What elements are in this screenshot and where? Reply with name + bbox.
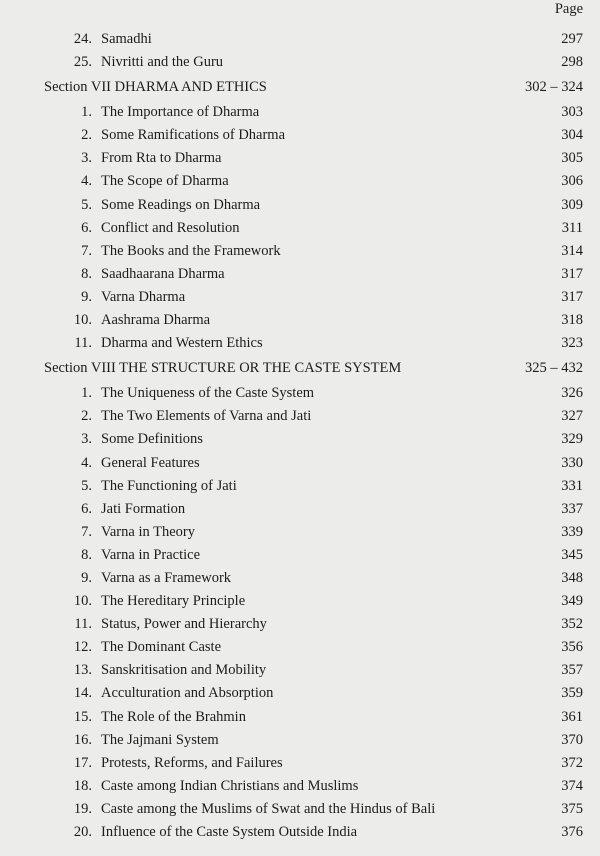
toc-entry xyxy=(0,28,600,51)
toc-entry xyxy=(0,752,600,775)
entry-page-number: 314 xyxy=(561,242,583,259)
entry-page-number: 304 xyxy=(561,127,583,144)
entry-page-number: 345 xyxy=(561,546,583,563)
entry-page-number: 311 xyxy=(561,219,583,236)
toc-entry xyxy=(0,659,600,682)
entry-title: Dharma and Western Ethics xyxy=(101,335,263,352)
toc-list xyxy=(0,28,600,844)
toc-entry xyxy=(0,775,600,798)
entry-page-number: 359 xyxy=(561,685,583,702)
toc-entry xyxy=(0,475,600,498)
entry-title: Conflict and Resolution xyxy=(101,219,240,236)
toc-entry xyxy=(0,194,600,217)
toc-entry xyxy=(0,544,600,567)
entry-page-number: 298 xyxy=(561,54,583,71)
entry-page-number: 337 xyxy=(561,500,583,517)
entry-number: 1. xyxy=(81,104,92,121)
toc-entry xyxy=(0,147,600,170)
entry-page-number: 329 xyxy=(561,431,583,448)
entry-page-number: 303 xyxy=(561,104,583,121)
entry-title: General Features xyxy=(101,454,200,471)
entry-title: Varna Dharma xyxy=(101,288,186,305)
entry-title: Samadhi xyxy=(101,31,152,47)
entry-number: 13. xyxy=(73,662,92,679)
section-title: Section VIII THE STRUCTURE OR THE CASTE SYSTEM xyxy=(44,360,402,377)
entry-page-number: 305 xyxy=(561,150,583,167)
entry-page-number: 376 xyxy=(561,824,583,840)
entry-number: 9. xyxy=(81,288,92,305)
entry-number: 6. xyxy=(81,219,92,236)
entry-title: The Hereditary Principle xyxy=(101,593,246,610)
toc-entry xyxy=(0,706,600,729)
entry-title: Aashrama Dharma xyxy=(101,312,211,329)
section-page-range: 325 – 432 xyxy=(525,360,583,377)
entry-title: Acculturation and Absorption xyxy=(101,685,274,702)
entry-page-number: 348 xyxy=(561,569,583,586)
toc-entry xyxy=(0,382,600,405)
toc-section-heading xyxy=(0,355,600,382)
toc-entry xyxy=(0,405,600,428)
entry-number: 11. xyxy=(74,335,92,352)
entry-number: 4. xyxy=(81,454,92,471)
toc-entry xyxy=(0,590,600,613)
entry-title: Jati Formation xyxy=(101,500,186,517)
toc-entry xyxy=(0,613,600,636)
entry-title: The Scope of Dharma xyxy=(101,173,229,190)
entry-page-number: 352 xyxy=(561,616,583,633)
toc-entry xyxy=(0,332,600,355)
entry-title: Nivritti and the Guru xyxy=(101,54,224,71)
entry-page-number: 327 xyxy=(561,408,583,425)
toc-entry xyxy=(0,521,600,544)
entry-title: Some Definitions xyxy=(101,431,203,448)
entry-number: 17. xyxy=(73,754,92,771)
entry-title: The Role of the Brahmin xyxy=(101,708,246,725)
entry-title: Some Ramifications of Dharma xyxy=(101,127,286,144)
toc-entry xyxy=(0,729,600,752)
entry-title: Some Readings on Dharma xyxy=(101,196,261,213)
entry-title: From Rta to Dharma xyxy=(101,150,222,167)
entry-number: 19. xyxy=(73,800,92,817)
entry-number: 1. xyxy=(81,385,92,402)
toc-entry xyxy=(0,101,600,124)
toc-entry xyxy=(0,821,600,844)
entry-title: Saadhaarana Dharma xyxy=(101,265,225,282)
entry-page-number: 318 xyxy=(561,312,583,329)
entry-page-number: 349 xyxy=(561,593,583,610)
entry-page-number: 372 xyxy=(561,754,583,771)
toc-entry xyxy=(0,567,600,590)
entry-number: 2. xyxy=(81,408,92,425)
entry-number: 20. xyxy=(73,824,92,840)
entry-number: 3. xyxy=(81,431,92,448)
entry-page-number: 375 xyxy=(561,800,583,817)
entry-number: 4. xyxy=(81,173,92,190)
entry-number: 10. xyxy=(73,593,92,610)
section-title: Section VII DHARMA AND ETHICS xyxy=(44,79,267,96)
entry-title: Caste among Indian Christians and Muslims xyxy=(101,777,359,794)
entry-title: Influence of the Caste System Outside India xyxy=(101,824,358,840)
toc-section-heading xyxy=(0,74,600,101)
entry-page-number: 297 xyxy=(561,31,583,47)
toc-entry xyxy=(0,498,600,521)
entry-number: 18. xyxy=(73,777,92,794)
entry-title: Varna in Practice xyxy=(101,546,201,563)
entry-number: 24. xyxy=(73,31,92,47)
toc-entry xyxy=(0,170,600,193)
toc-entry xyxy=(0,263,600,286)
toc-entry xyxy=(0,286,600,309)
entry-title: The Uniqueness of the Caste System xyxy=(101,385,315,402)
toc-entry xyxy=(0,682,600,705)
entry-title: Varna in Theory xyxy=(101,523,195,540)
entry-number: 10. xyxy=(73,312,92,329)
entry-number: 2. xyxy=(81,127,92,144)
entry-page-number: 331 xyxy=(561,477,583,494)
entry-page-number: 317 xyxy=(561,265,583,282)
entry-page-number: 361 xyxy=(561,708,583,725)
entry-title: Varna as a Framework xyxy=(101,569,232,586)
toc-entry xyxy=(0,217,600,240)
entry-number: 6. xyxy=(81,500,92,517)
entry-title: The Importance of Dharma xyxy=(101,104,260,121)
entry-number: 3. xyxy=(81,150,92,167)
entry-title: The Dominant Caste xyxy=(101,639,222,656)
entry-page-number: 357 xyxy=(561,662,583,679)
toc-entry xyxy=(0,452,600,475)
entry-number: 7. xyxy=(81,523,92,540)
entry-title: Status, Power and Hierarchy xyxy=(101,616,267,633)
entry-page-number: 330 xyxy=(561,454,583,471)
entry-title: The Two Elements of Varna and Jati xyxy=(101,408,312,425)
toc-entry xyxy=(0,124,600,147)
entry-page-number: 370 xyxy=(561,731,583,748)
entry-title: The Functioning of Jati xyxy=(101,477,237,494)
entry-number: 11. xyxy=(74,616,92,633)
entry-title: Caste among the Muslims of Swat and the Hindus of Bali xyxy=(101,800,436,817)
entry-number: 16. xyxy=(73,731,92,748)
toc-entry xyxy=(0,240,600,263)
entry-page-number: 306 xyxy=(561,173,583,190)
page-column-header: Page xyxy=(554,1,583,17)
toc-entry xyxy=(0,51,600,74)
entry-number: 14. xyxy=(73,685,92,702)
entry-page-number: 339 xyxy=(561,523,583,540)
toc-entry xyxy=(0,428,600,451)
entry-number: 12. xyxy=(73,639,92,656)
entry-number: 15. xyxy=(73,708,92,725)
entry-number: 9. xyxy=(81,569,92,586)
entry-page-number: 317 xyxy=(561,288,583,305)
toc-entry xyxy=(0,309,600,332)
entry-number: 25. xyxy=(73,54,92,71)
entry-page-number: 356 xyxy=(561,639,583,656)
entry-page-number: 323 xyxy=(561,335,583,352)
entry-number: 5. xyxy=(81,477,92,494)
entry-number: 8. xyxy=(81,546,92,563)
entry-number: 8. xyxy=(81,265,92,282)
toc-entry xyxy=(0,798,600,821)
entry-number: 5. xyxy=(81,196,92,213)
entry-number: 7. xyxy=(81,242,92,259)
entry-title: The Books and the Framework xyxy=(101,242,281,259)
section-page-range: 302 – 324 xyxy=(525,79,583,96)
toc-entry xyxy=(0,636,600,659)
entry-title: The Jajmani System xyxy=(101,731,219,748)
entry-page-number: 309 xyxy=(561,196,583,213)
entry-page-number: 374 xyxy=(561,777,583,794)
entry-title: Sanskritisation and Mobility xyxy=(101,662,267,679)
entry-page-number: 326 xyxy=(561,385,583,402)
entry-title: Protests, Reforms, and Failures xyxy=(101,754,283,771)
